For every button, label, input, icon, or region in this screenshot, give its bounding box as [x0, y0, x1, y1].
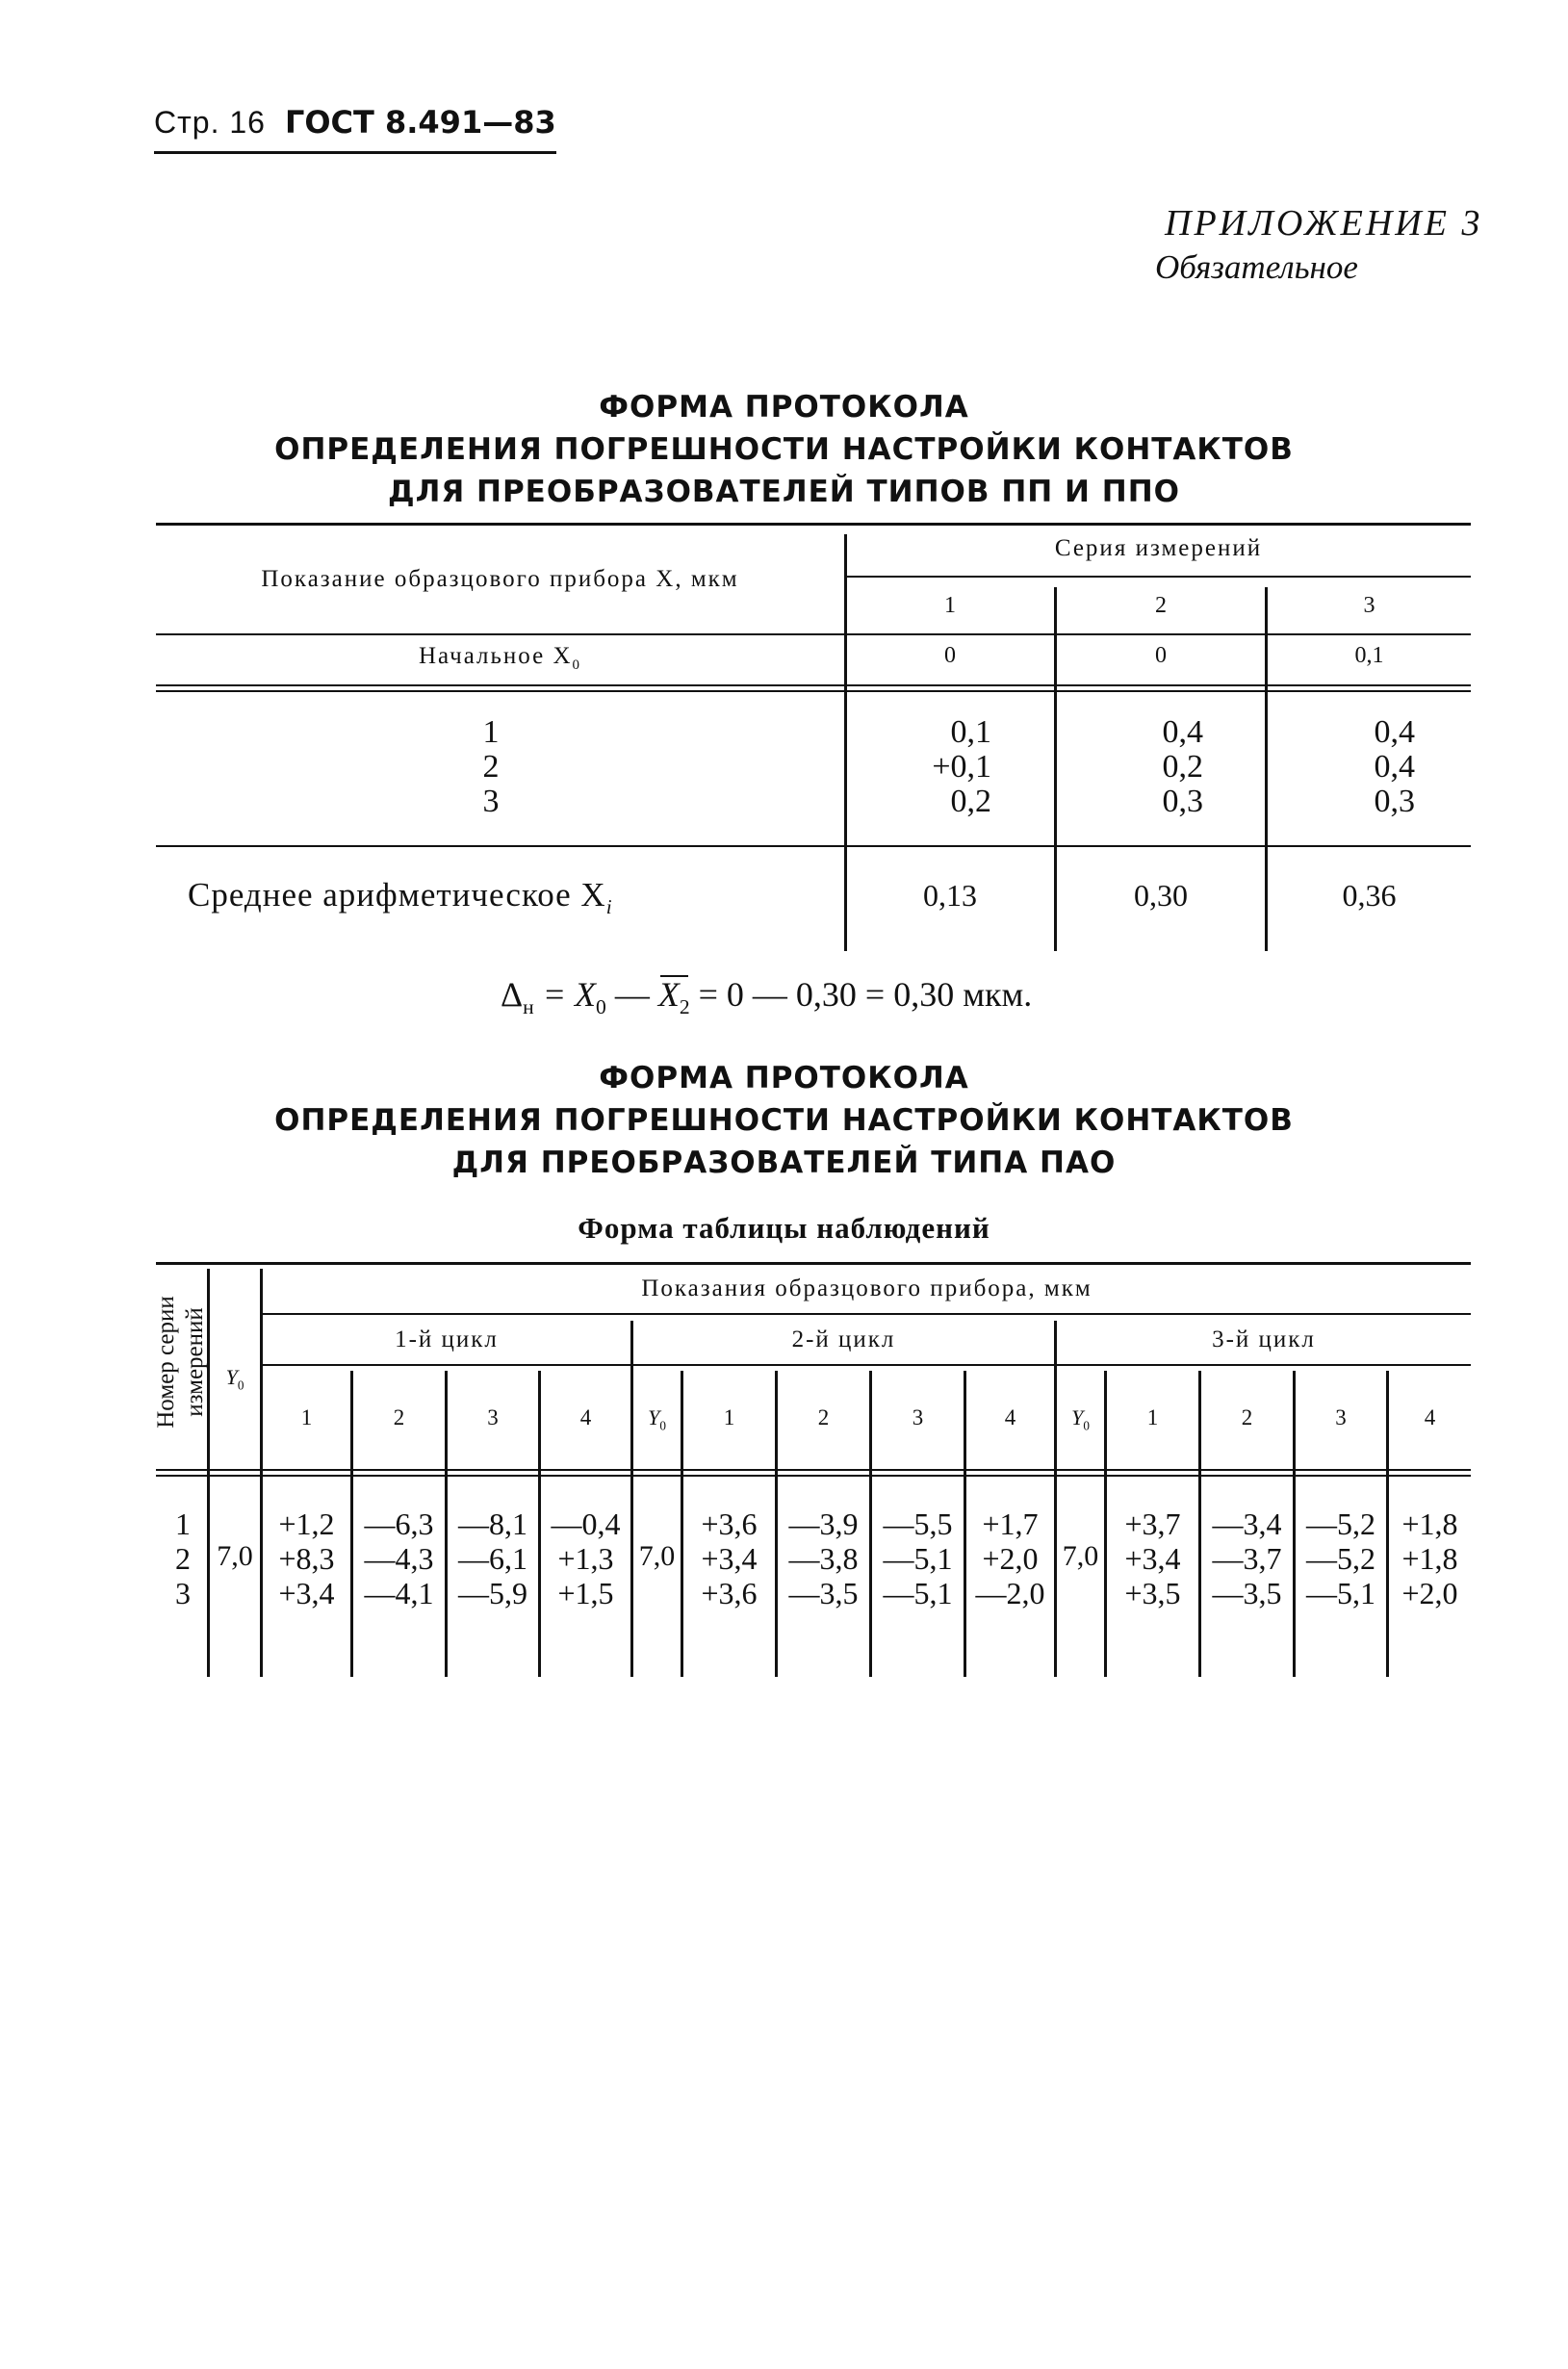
form1-col-1: 1: [944, 593, 956, 618]
page-number: Стр. 16: [154, 105, 266, 140]
form2-c1-h3: 3: [487, 1405, 499, 1429]
form2-rule-cycles: [262, 1364, 1471, 1366]
form1-col-2: 2: [1155, 593, 1167, 618]
form1-rule-header-mid: [845, 576, 1471, 578]
form1-rule-header-bot: [156, 633, 1471, 635]
form2-c2-y0-value: 7,0: [638, 1540, 676, 1572]
form1-mean-1: 0,13: [923, 878, 977, 913]
form1-mean-rule: [156, 845, 1471, 847]
form2-c1-v3: —8,1 —6,1 —5,9: [458, 1506, 527, 1610]
form2-c2-v3: —5,5 —5,1 —5,1: [883, 1506, 953, 1610]
form2-c2-v2: —3,9 —3,8 —3,5: [788, 1506, 859, 1610]
form2-c3-v1: +3,7 +3,4 +3,5: [1124, 1506, 1181, 1610]
form2-c2-y0-header: $Y_0$: [648, 1405, 666, 1433]
form2-title-2: ОПРЕДЕЛЕНИЯ ПОГРЕШНОСТИ НАСТРОЙКИ КОНТАКТОВ: [274, 1103, 1294, 1138]
form2-c1-v4: —0,4 +1,3 +1,5: [551, 1506, 621, 1610]
form1-col-3: 3: [1363, 593, 1375, 618]
form1-initial-1: 0: [944, 643, 956, 668]
form2-cycle-1: 1-й цикл: [395, 1326, 499, 1352]
form2-vline-cycle2: [630, 1321, 633, 1677]
form2-c2-h1: 1: [723, 1405, 735, 1429]
form2-c3-v2: —3,4 —3,7 —3,5: [1212, 1506, 1282, 1610]
form1-mean-label: Среднее арифметическое $X_i$: [188, 876, 613, 918]
form2-c2-v4: +1,7 +2,0 —2,0: [975, 1506, 1045, 1610]
form2-title-1: ФОРМА ПРОТОКОЛА: [599, 1061, 969, 1095]
form2-cycle-2: 2-й цикл: [791, 1326, 896, 1352]
form2-c1-v1: +1,2 +8,3 +3,4: [278, 1506, 335, 1610]
form1-mean-2: 0,30: [1134, 878, 1188, 913]
form2-c2-h4: 4: [1004, 1405, 1016, 1429]
gost-number: ГОСТ 8.491—83: [284, 104, 556, 141]
form2-c3-h2: 2: [1241, 1405, 1253, 1429]
form2-c1-h4: 4: [579, 1405, 592, 1429]
form1-top-rule: [156, 523, 1471, 526]
x2-mean: $X_2$: [657, 975, 690, 1019]
form2-y0-header: $Y_0$: [225, 1365, 244, 1393]
form1-series-header: Серия измерений: [1054, 535, 1263, 561]
appendix-status: Обязательное: [1155, 248, 1358, 286]
form2-title-3: ДЛЯ ПРЕОБРАЗОВАТЕЛЕЙ ТИПА ПАО: [451, 1146, 1117, 1180]
form2-c3-h4: 4: [1424, 1405, 1436, 1429]
form2-c1-v2: —6,3 —4,3 —4,1: [364, 1506, 434, 1610]
form1-title-2: ОПРЕДЕЛЕНИЯ ПОГРЕШНОСТИ НАСТРОЙКИ КОНТАКТОВ: [274, 432, 1294, 467]
form2-c2-v1: +3,6 +3,4 +3,6: [701, 1506, 758, 1610]
form1-series1-values: 0,1 +0,1 0,2: [932, 714, 991, 819]
form1-row-header: Показание образцового прибора X, мкм: [261, 566, 739, 592]
form1-title-1: ФОРМА ПРОТОКОЛА: [599, 390, 969, 425]
form1-initial-label: Начальное $X_0$: [419, 643, 581, 673]
form2-c3-y0-header: $Y_0$: [1071, 1405, 1090, 1433]
form1-double-rule-b: [156, 690, 1471, 692]
form1-row-numbers: 1 2 3: [482, 714, 500, 819]
form2-c1-h2: 2: [393, 1405, 405, 1429]
form1-series2-values: 0,4 0,2 0,3: [1162, 714, 1203, 819]
form1-mean-3: 0,36: [1342, 878, 1397, 913]
form1-title-3: ДЛЯ ПРЕОБРАЗОВАТЕЛЕЙ ТИПОВ ПП И ППО: [387, 475, 1180, 509]
form2-vline-cycle3: [1054, 1321, 1057, 1677]
form2-c3-v4: +1,8 +1,8 +2,0: [1401, 1506, 1458, 1610]
form2-y0-value: 7,0: [217, 1540, 253, 1572]
appendix-title: ПРИЛОЖЕНИЕ 3: [1165, 203, 1483, 244]
form2-series-numbers: 1 2 3: [175, 1506, 191, 1610]
formula: $\Delta_н = X_0$ — $X_2 = 0$ — 0,30 = 0,30 мкм.: [501, 975, 1033, 1019]
form1-series3-values: 0,4 0,4 0,3: [1374, 714, 1415, 819]
form2-subtitle: Форма таблицы наблюдений: [578, 1211, 990, 1245]
form2-c3-h1: 1: [1146, 1405, 1159, 1429]
form1-double-rule-a: [156, 684, 1471, 686]
form1-initial-2: 0: [1155, 643, 1167, 668]
form2-c3-h3: 3: [1335, 1405, 1347, 1429]
form2-c2-h3: 3: [912, 1405, 924, 1429]
form2-c3-v3: —5,2 —5,2 —5,1: [1306, 1506, 1375, 1610]
form2-c2-h2: 2: [817, 1405, 830, 1429]
form2-cycle-3: 3-й цикл: [1212, 1326, 1316, 1352]
header-rule: [154, 151, 556, 154]
form1-initial-3: 0,1: [1354, 643, 1384, 668]
form2-top-rule: [156, 1262, 1471, 1265]
form2-rule-readings: [262, 1313, 1471, 1315]
page-header: [154, 104, 556, 141]
form2-c1-h1: 1: [300, 1405, 313, 1429]
form2-c3-y0-value: 7,0: [1062, 1540, 1099, 1572]
form2-readings-header: Показания образцового прибора, мкм: [641, 1275, 1092, 1301]
